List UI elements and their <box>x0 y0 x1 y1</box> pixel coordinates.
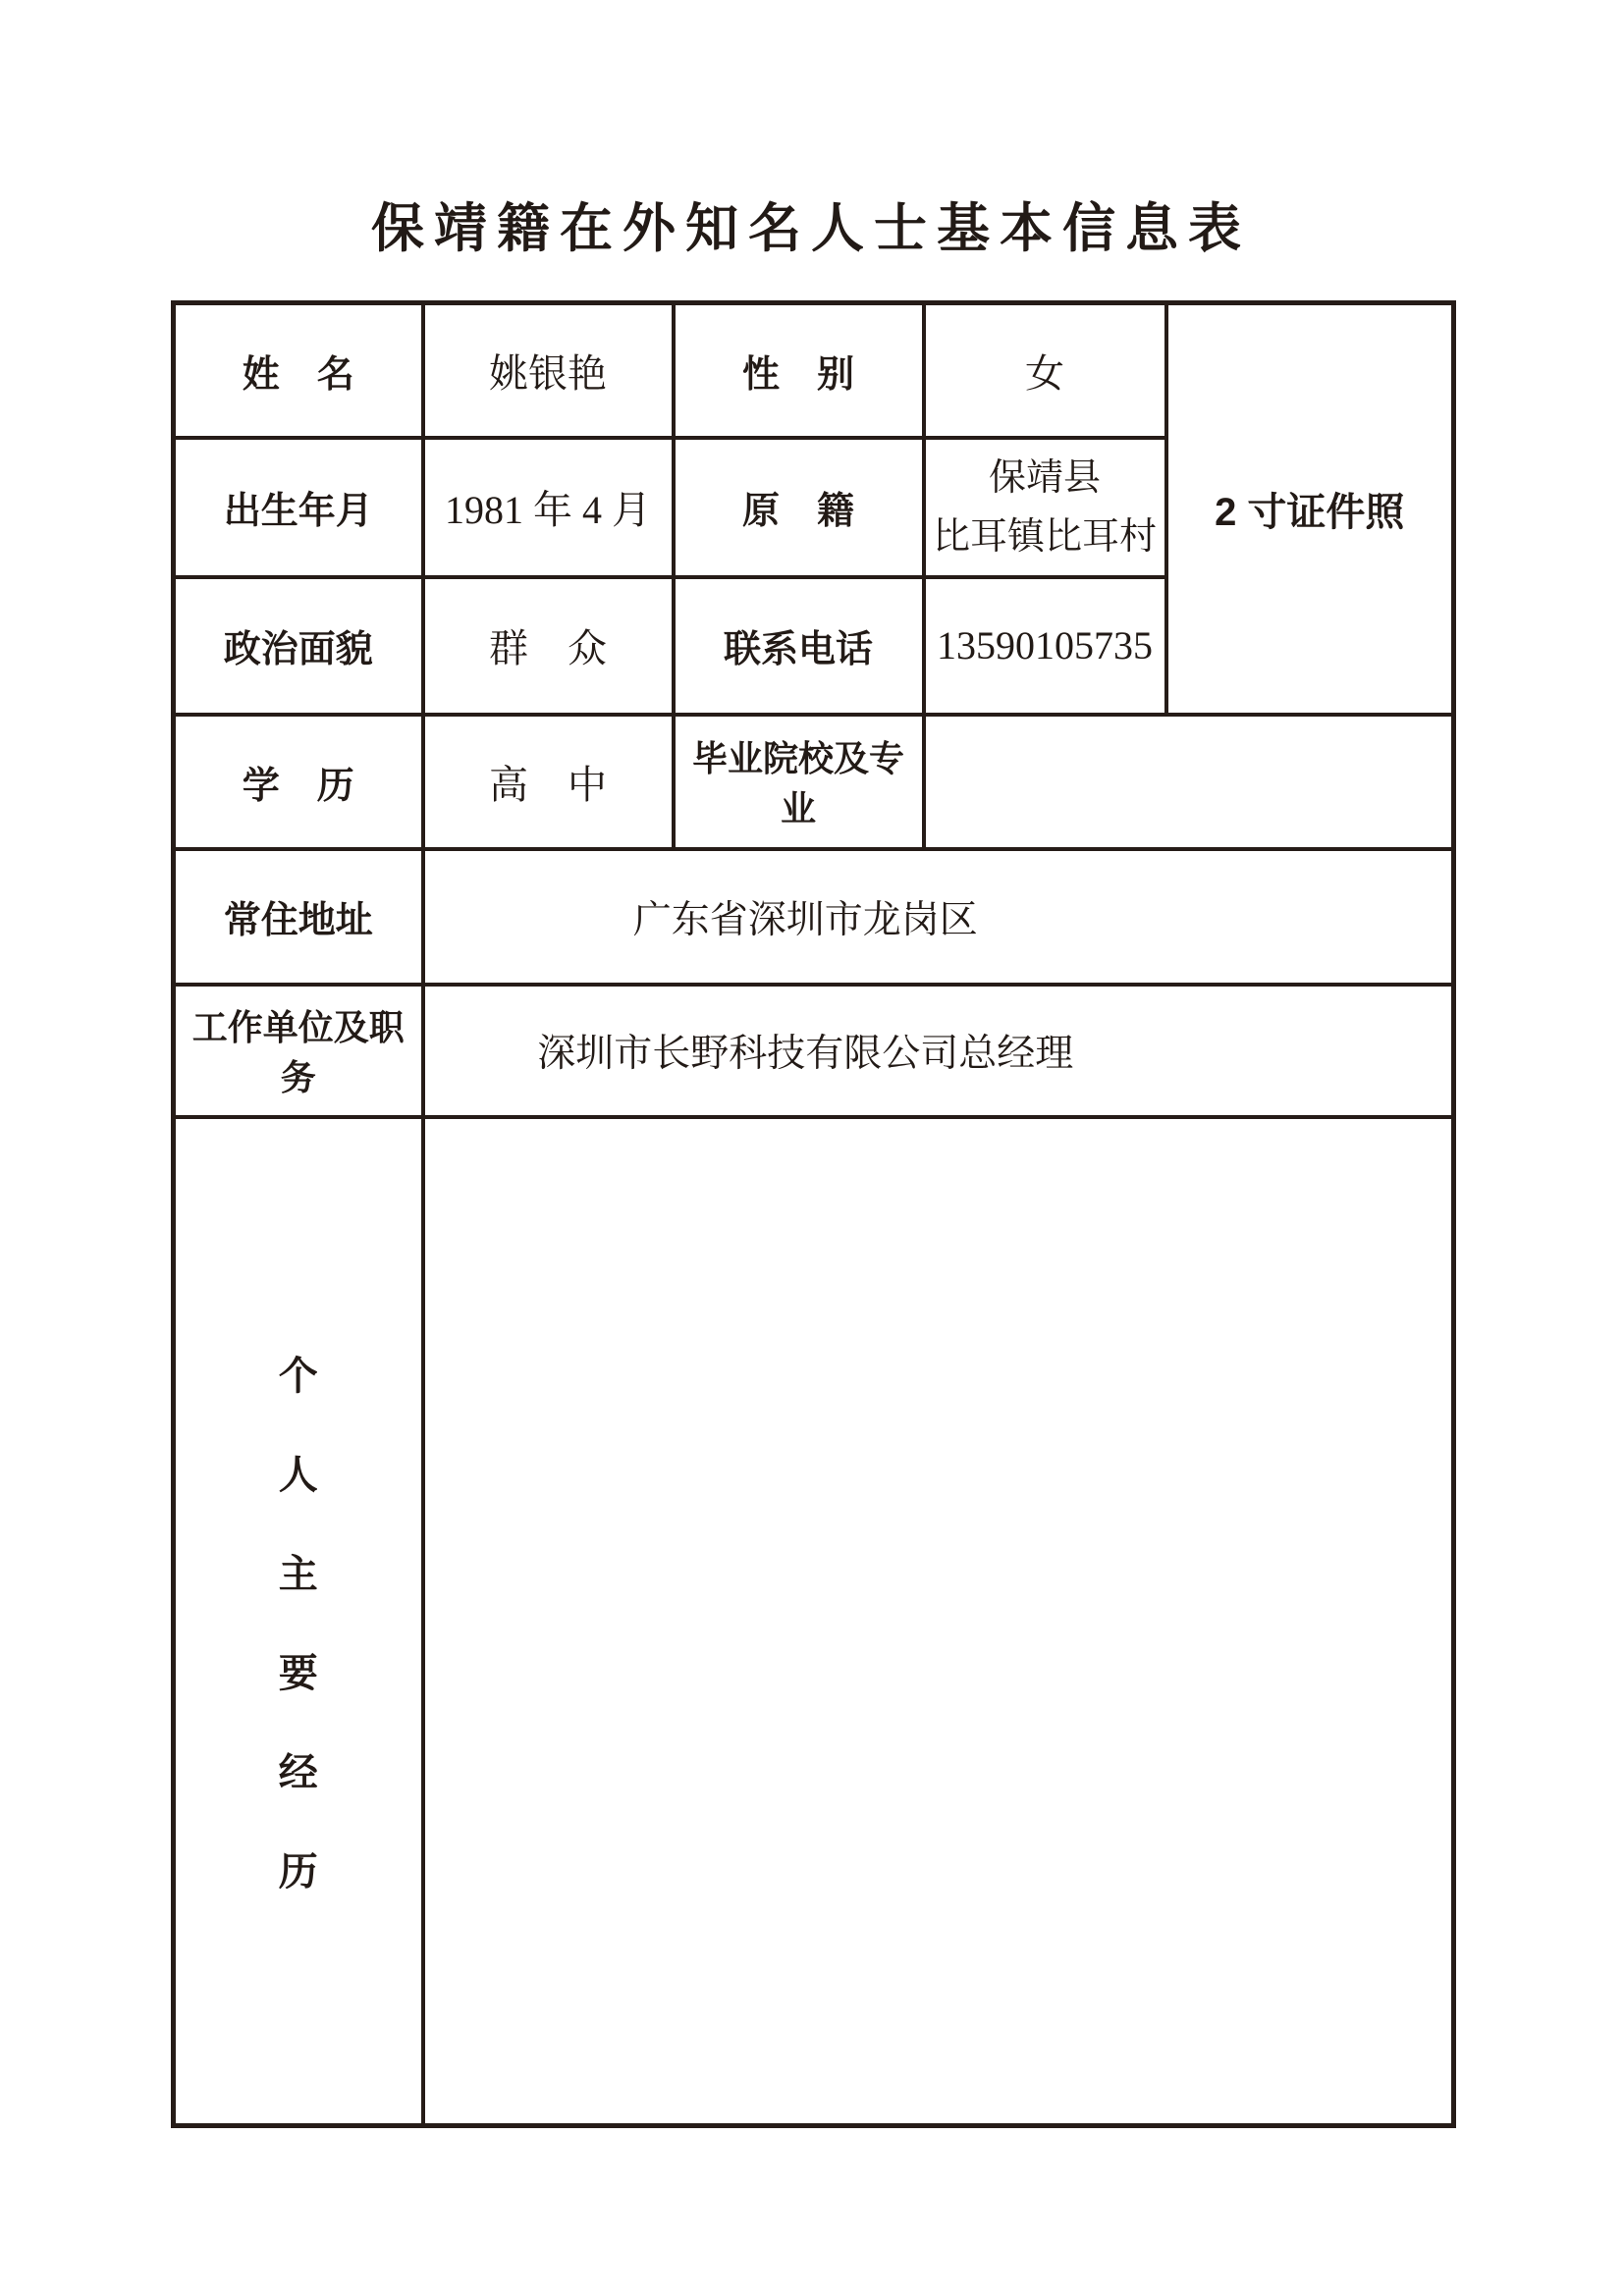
name-value: 姚银艳 <box>423 303 674 438</box>
school-label: 毕业院校及专业 <box>674 715 924 849</box>
name-label: 姓 名 <box>174 303 423 438</box>
experience-label-char: 人 <box>278 1454 318 1498</box>
political-value: 群 众 <box>423 577 674 715</box>
row-address <box>174 849 1454 985</box>
photo-placeholder-cell <box>1166 303 1454 715</box>
row-name-gender <box>174 303 1454 438</box>
page-title: 保靖籍在外知名人士基本信息表 <box>371 199 1251 258</box>
row-experience <box>174 1117 1454 2126</box>
experience-label-char: 要 <box>278 1652 318 1696</box>
origin-value-line2: 比耳镇比耳村 <box>932 515 1157 558</box>
education-label: 学 历 <box>174 715 423 849</box>
political-label: 政治面貌 <box>174 577 423 715</box>
birth-label: 出生年月 <box>174 438 423 577</box>
birth-value: 1981 年 4 月 <box>423 438 674 577</box>
photo-label: 2 寸证件照 <box>1215 490 1405 534</box>
experience-label-char: 历 <box>278 1850 318 1895</box>
education-value: 高 中 <box>423 715 674 849</box>
experience-value <box>423 1117 1454 2126</box>
phone-value: 13590105735 <box>924 577 1166 715</box>
experience-label-char: 经 <box>278 1751 318 1795</box>
experience-label-cell <box>174 1117 423 2126</box>
experience-label-char: 主 <box>278 1553 318 1597</box>
phone-label: 联系电话 <box>674 577 924 715</box>
school-value <box>924 715 1454 849</box>
row-work <box>174 985 1454 1117</box>
origin-value <box>924 438 1166 577</box>
row-education-school <box>174 715 1454 849</box>
gender-label: 性 别 <box>674 303 924 438</box>
gender-value: 女 <box>924 303 1166 438</box>
info-table <box>171 300 1456 2128</box>
origin-value-line1: 保靖县 <box>988 456 1101 499</box>
experience-label-char: 个 <box>278 1355 318 1399</box>
work-value: 深圳市长野科技有限公司总经理 <box>423 985 1454 1117</box>
address-label: 常住地址 <box>174 849 423 985</box>
experience-label <box>176 1345 421 1896</box>
work-label: 工作单位及职务 <box>174 985 423 1117</box>
address-value: 广东省深圳市龙岗区 <box>423 849 1454 985</box>
origin-label: 原 籍 <box>674 438 924 577</box>
